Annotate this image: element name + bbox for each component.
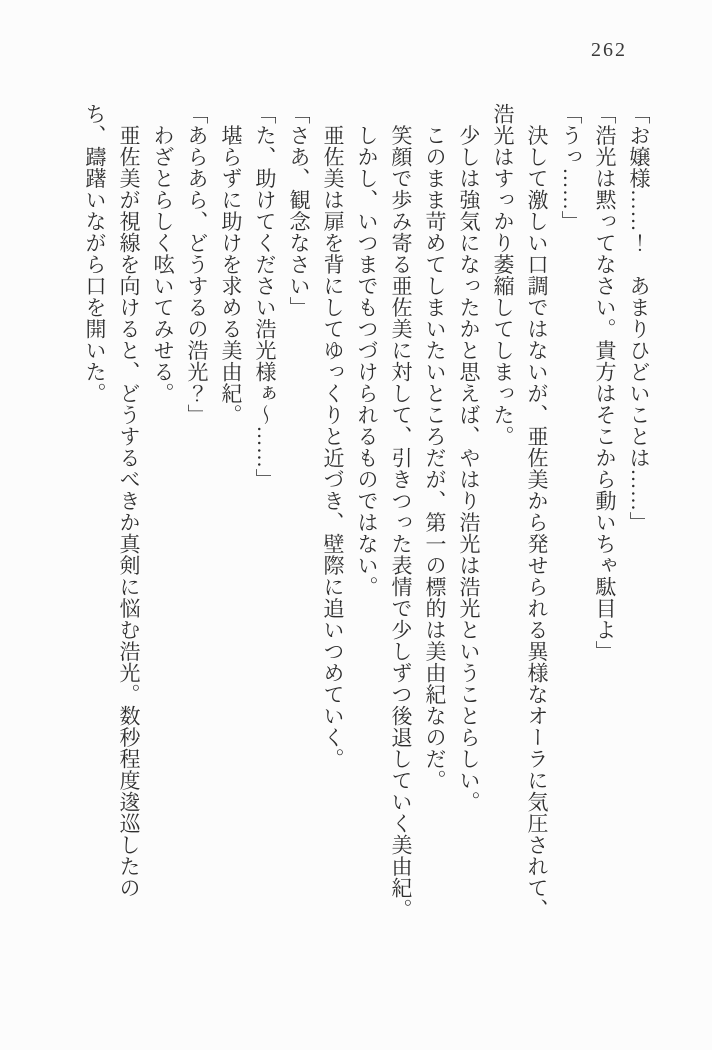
paragraph-line: 「お嬢様……！ あまりひどいことは……」 bbox=[627, 103, 651, 533]
paragraph-line: 亜佐美は扉を背にしてゆっくりと近づき、壁際に追いつめていく。 bbox=[321, 103, 345, 770]
paragraph-line: 「うっ……」 bbox=[559, 103, 583, 232]
paragraph-line: わざとらしく呟いてみせる。 bbox=[151, 103, 175, 404]
text-block bbox=[78, 103, 656, 923]
paragraph-line: 「浩光は黙ってなさい。貴方はそこから動いちゃ駄目よ」 bbox=[593, 103, 617, 662]
paragraph-line: 「さあ、観念なさい」 bbox=[287, 103, 311, 318]
paragraph-line: 「た、助けてください浩光様ぁ～……」 bbox=[253, 103, 277, 490]
paragraph-line: 少しは強気になったかと思えば、やはり浩光は浩光ということらしい。 bbox=[457, 103, 481, 813]
paragraph-line: 決して激しい口調ではないが、亜佐美から発せられる異様なオーラに気圧されて、浩光はすっかり萎縮してしまった。 bbox=[491, 103, 549, 920]
paragraph-line: 堪らずに助けを求める美由紀。 bbox=[219, 103, 243, 426]
paragraph-line: このまま苛めてしまいたいところだが、第一の標的は美由紀なのだ。 bbox=[423, 103, 447, 791]
page-number: 262 bbox=[591, 39, 627, 61]
paragraph-line: 笑顔で歩み寄る亜佐美に対して、引きつった表情で少しずつ後退していく美由紀。 bbox=[389, 103, 413, 920]
paragraph-line: しかし、いつまでもつづけられるものではない。 bbox=[355, 103, 379, 598]
paragraph-line: 亜佐美が視線を向けると、どうするべきか真剣に悩む浩光。数秒程度逡巡したのち、躊躇いながら口を開いた。 bbox=[83, 103, 141, 899]
paragraph-line: 「あらあら、どうするの浩光？」 bbox=[185, 103, 209, 426]
